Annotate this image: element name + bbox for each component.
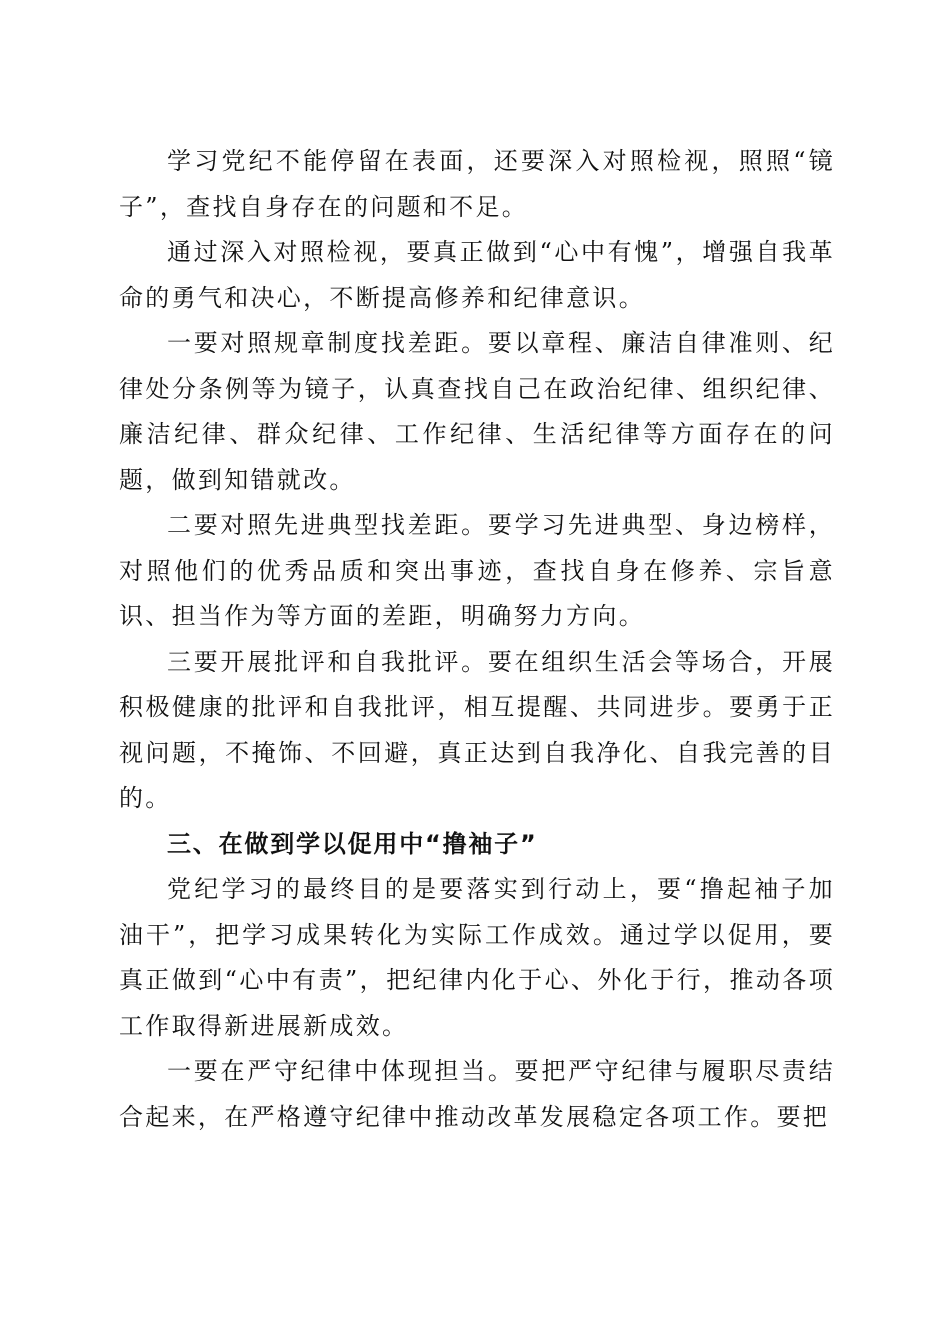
paragraph-apply-learning: 党纪学习的最终目的是要落实到行动上，要“撸起袖子加油干”，把学习成果转化为实际工作成效。通过学以促用，要真正做到“心中有责”，把纪律内化于心、外化于行，推动各项工作取得新进展新成效。 (119, 875, 835, 1040)
document-body (119, 139, 835, 1140)
paragraph-self-check-intro: 学习党纪不能停留在表面，还要深入对照检视，照照“镜子”，查找自身存在的问题和不足。 (119, 147, 835, 221)
paragraph-compare-rules: 一要对照规章制度找差距。要以章程、廉洁自律准则、纪律处分条例等为镜子，认真查找自己在政治纪律、组织纪律、廉洁纪律、群众纪律、工作纪律、生活纪律等方面存在的问题，做到知错就改。 (119, 329, 835, 494)
paragraph-compare-models: 二要对照先进典型找差距。要学习先进典型、身边榜样，对照他们的优秀品质和突出事迹，查找自身在修养、宗旨意识、担当作为等方面的差距，明确努力方向。 (119, 511, 835, 630)
section-heading: 三、在做到学以促用中“撸袖子” (167, 829, 538, 858)
paragraph-criticism: 三要开展批评和自我批评。要在组织生活会等场合，开展积极健康的批评和自我批评，相互提醒、共同进步。要勇于正视问题，不掩饰、不回避，真正达到自我净化、自我完善的目的。 (119, 647, 835, 812)
paragraph-feel-ashamed: 通过深入对照检视，要真正做到“心中有愧”，增强自我革命的勇气和决心，不断提高修养和纪律意识。 (119, 238, 835, 312)
paragraph-show-responsibility: 一要在严守纪律中体现担当。要把严守纪律与履职尽责结合起来，在严格遵守纪律中推动改革发展稳定各项工作。要把 (119, 1057, 835, 1131)
